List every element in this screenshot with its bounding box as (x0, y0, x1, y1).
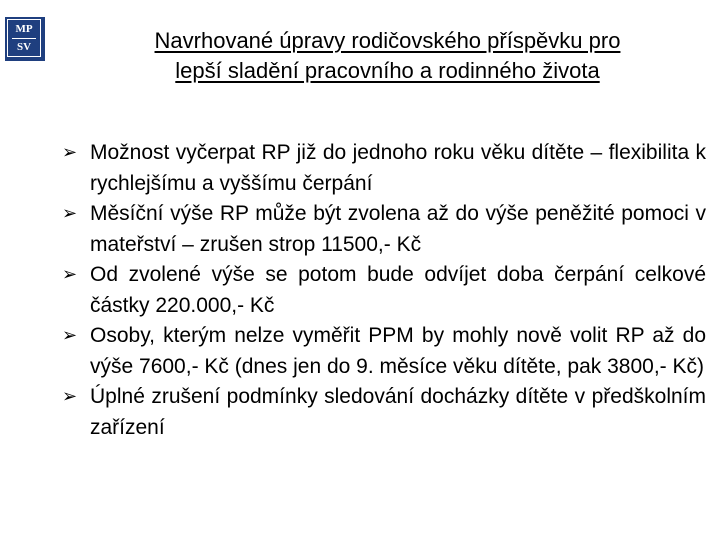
bullet-text: Úplné zrušení podmínky sledování docházky dítěte v předškolním zařízení (90, 385, 706, 439)
bullet-text: Možnost vyčerpat RP již do jednoho roku věku dítěte – flexibilita k rychlejšímu a vyššímu čerpání (90, 141, 706, 195)
bullet-item (62, 199, 706, 260)
logo-divider (12, 38, 36, 39)
bullet-text: Osoby, kterým nelze vyměřit PPM by mohly nově volit RP až do výše 7600,- Kč (dnes jen do 9. měsíce věku dítěte, pak 3800,- Kč) (90, 324, 706, 378)
arrow-bullet-icon: ➢ (62, 264, 78, 285)
bullet-item (62, 321, 706, 382)
arrow-bullet-icon: ➢ (62, 142, 78, 163)
bullet-item (62, 382, 706, 443)
logo-text-top: MP (15, 23, 33, 35)
arrow-bullet-icon: ➢ (62, 203, 78, 224)
slide-title (55, 26, 720, 86)
title-line-1: Navrhované úpravy rodičovského příspěvku pro (154, 28, 621, 53)
arrow-bullet-icon: ➢ (62, 386, 78, 407)
title-line-2: lepší sladění pracovního a rodinného života (175, 58, 600, 83)
bullet-item (62, 138, 706, 199)
bullet-item (62, 260, 706, 321)
logo-text-bottom: SV (16, 41, 32, 53)
ministry-logo (5, 17, 45, 61)
arrow-bullet-icon: ➢ (62, 325, 78, 346)
bullet-list (62, 138, 706, 443)
bullet-text: Měsíční výše RP může být zvolena až do výše peněžité pomoci v mateřství – zrušen strop 11500,- Kč (90, 202, 706, 256)
bullet-text: Od zvolené výše se potom bude odvíjet doba čerpání celkové částky 220.000,- Kč (90, 263, 706, 317)
